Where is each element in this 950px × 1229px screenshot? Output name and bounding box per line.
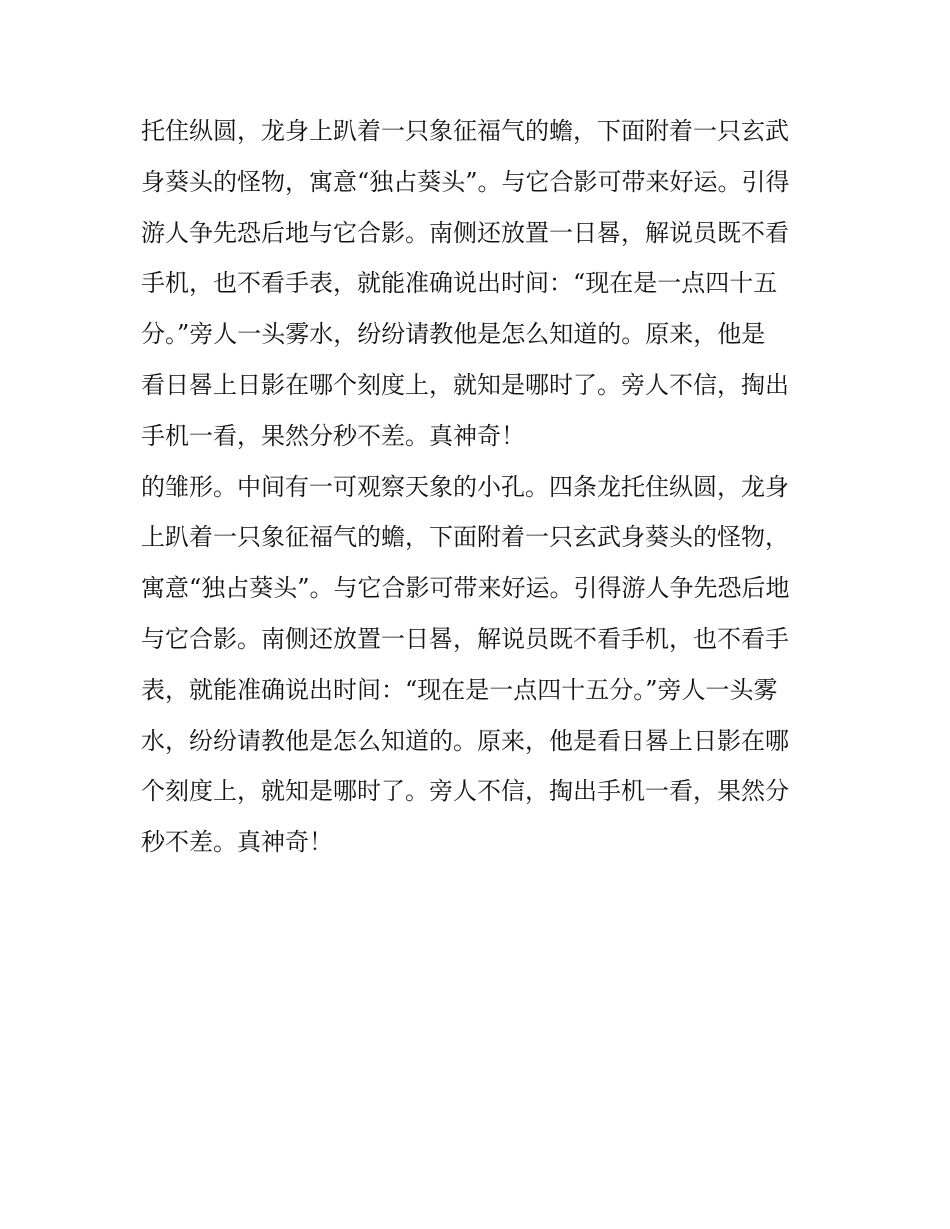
text-line: 个刻度上，就知是哪时了。旁人不信，掏出手机一看，果然分 [141, 777, 789, 806]
text-line: 看日晷上日影在哪个刻度上，就知是哪时了。旁人不信，掏出 [141, 370, 789, 399]
text-line: 分。”旁人一头雾水，纷纷请教他是怎么知道的。原来，他是 [141, 320, 766, 349]
text-line: 水，纷纷请教他是怎么知道的。原来，他是看日晷上日影在哪 [141, 726, 789, 755]
text-line: 的雏形。中间有一可观察天象的小孔。四条龙托住纵圆，龙身 [141, 472, 789, 501]
text-line: 秒不差。真神奇！ [141, 828, 333, 857]
text-line: 手机一看，果然分秒不差。真神奇！ [141, 421, 525, 450]
text-line: 手机，也不看手表，就能准确说出时间：“现在是一点四十五 [141, 269, 778, 298]
text-line: 托住纵圆，龙身上趴着一只象征福气的蟾，下面附着一只玄武 [141, 117, 789, 145]
text-line: 与它合影。南侧还放置一日晷，解说员既不看手机，也不看手 [141, 624, 789, 653]
body-text [141, 106, 813, 868]
text-line: 身葵头的怪物，寓意“独占葵头”。与它合影可带来好运。引得 [141, 167, 790, 196]
text-line: 表，就能准确说出时间：“现在是一点四十五分。”旁人一头雾 [141, 675, 778, 704]
text-line: 寓意“独占葵头”。与它合影可带来好运。引得游人争先恐后地 [141, 574, 790, 603]
text-line: 上趴着一只象征福气的蟾，下面附着一只玄武身葵头的怪物， [141, 523, 789, 552]
text-line: 游人争先恐后地与它合影。南侧还放置一日晷，解说员既不看 [141, 218, 789, 247]
